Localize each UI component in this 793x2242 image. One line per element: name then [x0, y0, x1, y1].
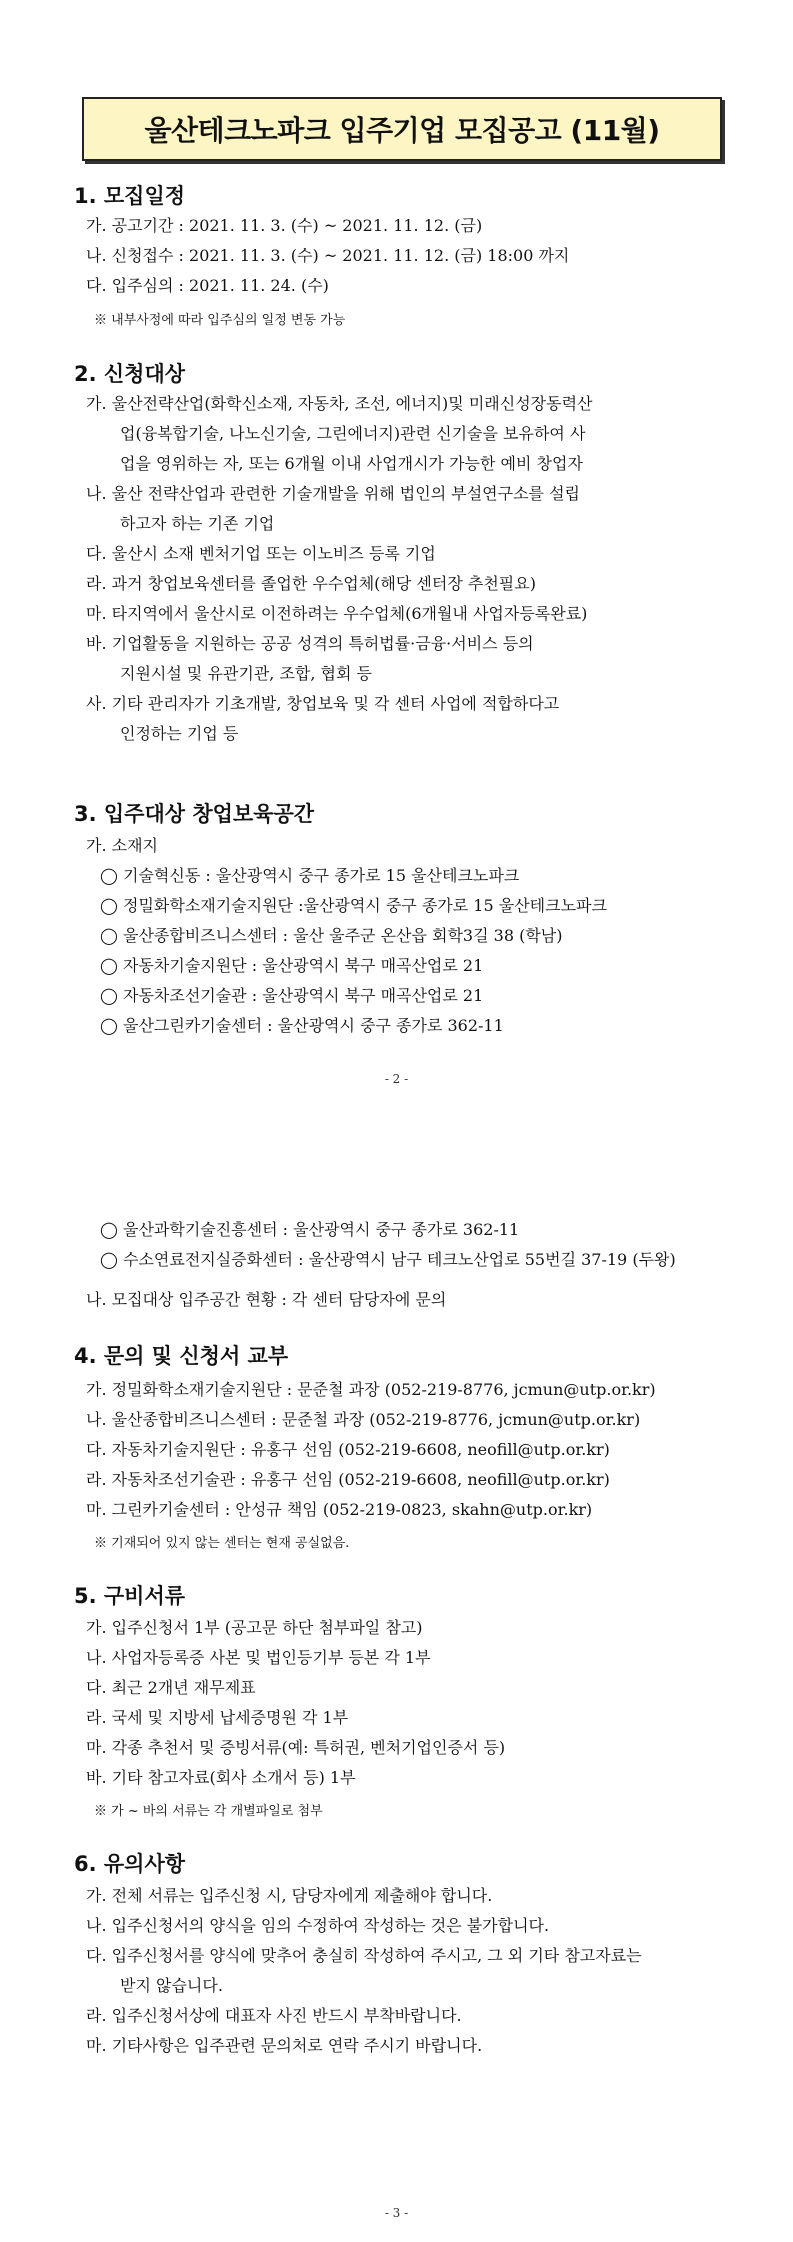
caution-line: 라. 입주신청서상에 대표자 사진 반드시 부착바랍니다. — [86, 2006, 462, 2025]
location-item: ◯ 울산그린카기술센터 : 울산광역시 중구 종가로 362-11 — [100, 1016, 504, 1035]
document-line: 나. 사업자등록증 사본 및 법인등기부 등본 각 1부 — [86, 1648, 431, 1667]
target-line: 라. 과거 창업보육센터를 졸업한 우수업체(해당 센터장 추천필요) — [86, 574, 536, 593]
section-2-heading: 2. 신청대상 — [74, 362, 186, 386]
target-line: 다. 울산시 소재 벤처기업 또는 이노비즈 등록 기업 — [86, 544, 436, 563]
section-4-heading: 4. 문의 및 신청서 교부 — [74, 1344, 289, 1368]
contact-note: ※ 기재되어 있지 않는 센터는 현재 공실없음. — [94, 1536, 350, 1551]
caution-line: 마. 기타사항은 입주관련 문의처로 연락 주시기 바랍니다. — [86, 2036, 483, 2055]
page-number: - 3 - — [384, 2206, 409, 2220]
section-6-heading: 6. 유의사항 — [74, 1852, 186, 1876]
location-subheading: 가. 소재지 — [86, 836, 158, 855]
section-1-heading: 1. 모집일정 — [74, 184, 186, 208]
space-status-line: 나. 모집대상 입주공간 현황 : 각 센터 담당자에 문의 — [86, 1290, 447, 1309]
contact-line: 나. 울산종합비즈니스센터 : 문준철 과장 (052-219-8776, jcmun@utp.or.kr) — [86, 1410, 641, 1429]
document-note: ※ 가 ~ 바의 서류는 각 개별파일로 첨부 — [94, 1804, 323, 1819]
target-line: 바. 기업활동을 지원하는 공공 성격의 특허법률·금융·서비스 등의 — [86, 634, 534, 653]
target-line: 가. 울산전략산업(화학신소재, 자동차, 조선, 에너지)및 미래신성장동력산 — [86, 394, 593, 413]
target-line: 마. 타지역에서 울산시로 이전하려는 우수업체(6개월내 사업자등록완료) — [86, 604, 588, 623]
location-item: ◯ 울산과학기술진흥센터 : 울산광역시 중구 종가로 362-11 — [100, 1220, 520, 1239]
location-item: ◯ 자동차조선기술관 : 울산광역시 북구 매곡산업로 21 — [100, 986, 484, 1005]
caution-line: 다. 입주신청서를 양식에 맞추어 충실히 작성하여 주시고, 그 외 기타 참고자료는 — [86, 1946, 642, 1965]
schedule-line: 다. 입주심의 : 2021. 11. 24. (수) — [86, 276, 329, 295]
document-line: 다. 최근 2개년 재무제표 — [86, 1678, 256, 1697]
schedule-line: 가. 공고기간 : 2021. 11. 3. (수) ~ 2021. 11. 12. (금) — [86, 216, 483, 235]
page-number: - 2 - — [384, 1072, 409, 1086]
target-line: 업을 영위하는 자, 또는 6개월 이내 사업개시가 가능한 예비 창업자 — [120, 454, 583, 473]
contact-line: 다. 자동차기술지원단 : 유홍구 선임 (052-219-6608, neofill@utp.or.kr) — [86, 1440, 610, 1459]
contact-line: 가. 정밀화학소재기술지원단 : 문준철 과장 (052-219-8776, jcmun@utp.or.kr) — [86, 1380, 656, 1399]
schedule-note: ※ 내부사정에 따라 입주심의 일정 변동 가능 — [94, 313, 346, 328]
target-line: 인정하는 기업 등 — [120, 724, 239, 743]
document-line: 가. 입주신청서 1부 (공고문 하단 첨부파일 참고) — [86, 1618, 423, 1637]
target-line: 사. 기타 관리자가 기초개발, 창업보육 및 각 센터 사업에 적합하다고 — [86, 694, 560, 713]
location-item: ◯ 수소연료전지실증화센터 : 울산광역시 남구 테크노산업로 55번길 37-19 (두왕) — [100, 1250, 676, 1269]
document-line: 라. 국세 및 지방세 납세증명원 각 1부 — [86, 1708, 349, 1727]
target-line: 지원시설 및 유관기관, 조합, 협회 등 — [120, 664, 372, 683]
document-line: 바. 기타 참고자료(회사 소개서 등) 1부 — [86, 1768, 356, 1787]
target-line: 하고자 하는 기존 기업 — [120, 514, 275, 533]
location-item: ◯ 기술혁신동 : 울산광역시 중구 종가로 15 울산테크노파크 — [100, 866, 520, 885]
location-item: ◯ 자동차기술지원단 : 울산광역시 북구 매곡산업로 21 — [100, 956, 484, 975]
location-item: ◯ 정밀화학소재기술지원단 :울산광역시 중구 종가로 15 울산테크노파크 — [100, 896, 607, 915]
caution-line: 나. 입주신청서의 양식을 임의 수정하여 작성하는 것은 불가합니다. — [86, 1916, 550, 1935]
caution-line: 받지 않습니다. — [120, 1976, 223, 1995]
page-title: 울산테크노파크 입주기업 모집공고 (11월) — [82, 97, 722, 161]
contact-line: 마. 그린카기술센터 : 안성규 책임 (052-219-0823, skahn@utp.or.kr) — [86, 1500, 593, 1519]
schedule-line: 나. 신청접수 : 2021. 11. 3. (수) ~ 2021. 11. 12. (금) 18:00 까지 — [86, 246, 570, 265]
contact-line: 라. 자동차조선기술관 : 유홍구 선임 (052-219-6608, neofill@utp.or.kr) — [86, 1470, 610, 1489]
section-3-heading: 3. 입주대상 창업보육공간 — [74, 802, 315, 826]
section-5-heading: 5. 구비서류 — [74, 1584, 186, 1608]
target-line: 나. 울산 전략산업과 관련한 기술개발을 위해 법인의 부설연구소를 설립 — [86, 484, 580, 503]
location-item: ◯ 울산종합비즈니스센터 : 울산 울주군 온산읍 회학3길 38 (학남) — [100, 926, 563, 945]
caution-line: 가. 전체 서류는 입주신청 시, 담당자에게 제출해야 합니다. — [86, 1886, 493, 1905]
document-line: 마. 각종 추천서 및 증빙서류(예: 특허권, 벤처기업인증서 등) — [86, 1738, 506, 1757]
document-page-3 — [0, 1130, 793, 2242]
document-page-2 — [0, 0, 793, 1100]
target-line: 업(융복합기술, 나노신기술, 그린에너지)관련 신기술을 보유하여 사 — [120, 424, 586, 443]
